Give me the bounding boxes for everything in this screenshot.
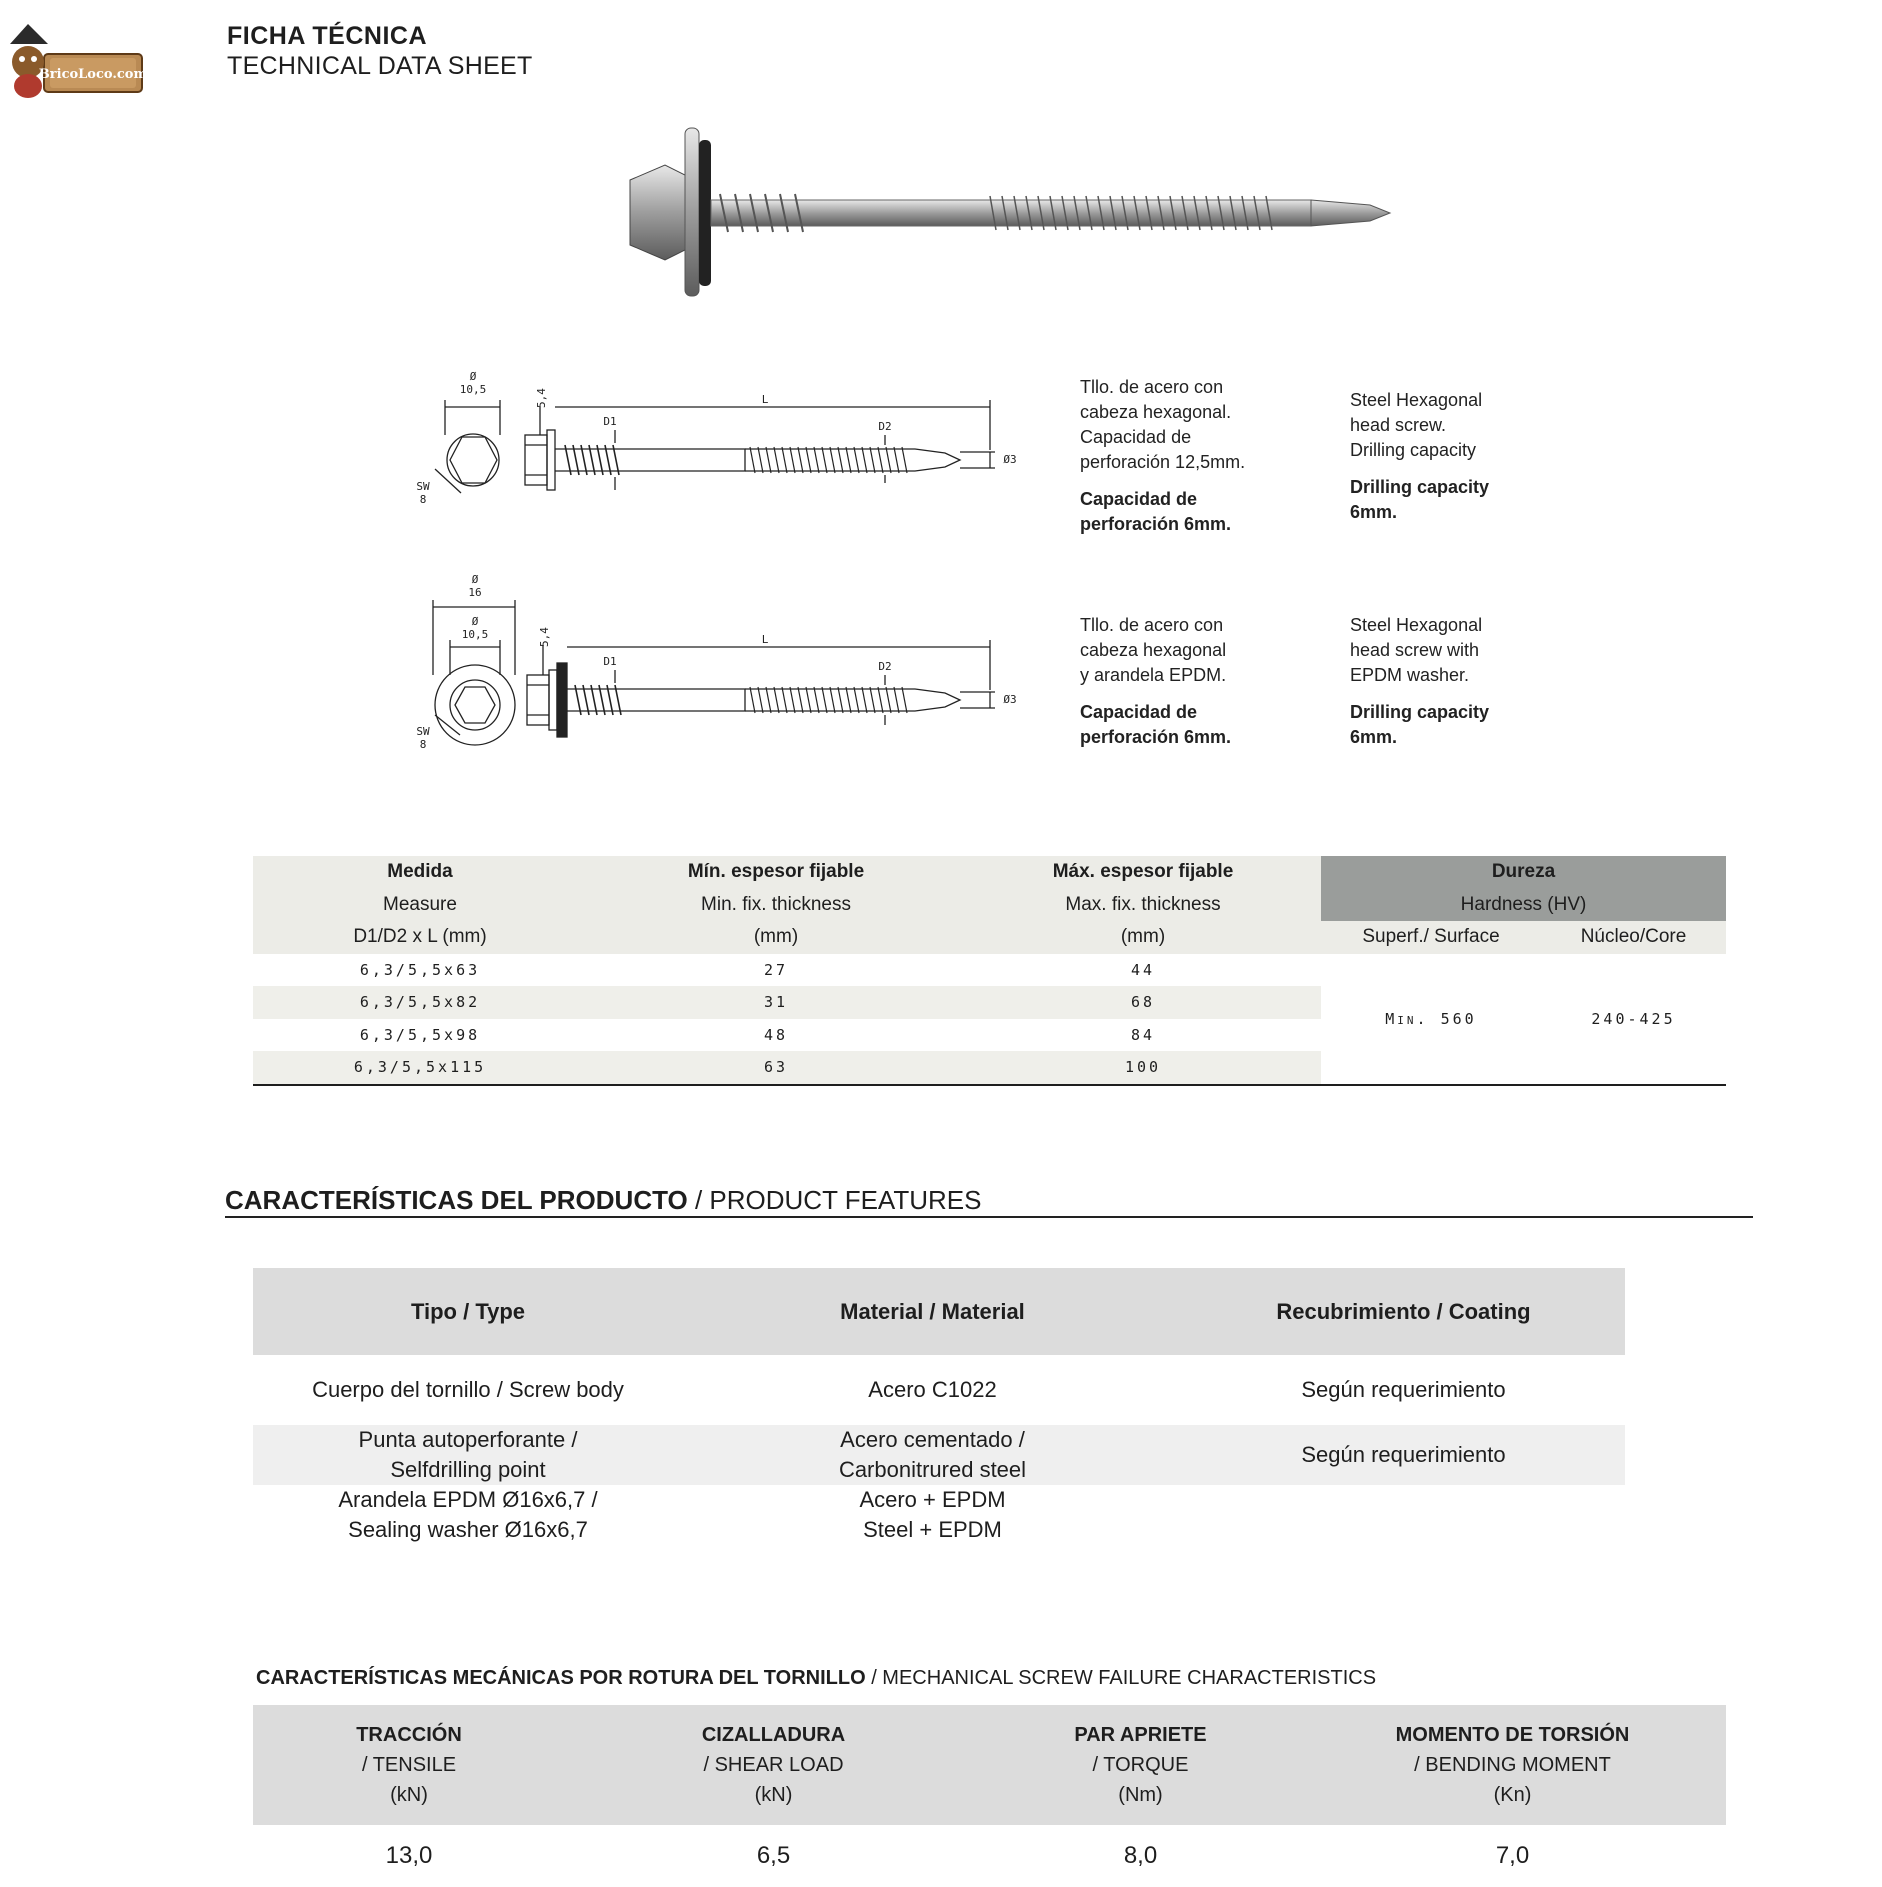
dim-head-diameter: 10,5 xyxy=(461,628,489,641)
dim-d2: D2 xyxy=(878,420,892,433)
description-text: Tllo. de acero con cabeza hexagonal y arandela EPDM. xyxy=(1080,615,1227,685)
col-header-bending xyxy=(1299,1705,1726,1825)
drilling-capacity-label: Drilling capacity 6mm. xyxy=(1350,477,1490,522)
dim-head-symbol: Ø xyxy=(471,615,479,628)
max-thickness-cell: 44 xyxy=(965,954,1321,987)
col-header-surface: Superf./ Surface xyxy=(1321,921,1541,954)
table-row xyxy=(253,1825,1726,1887)
dim-sw: SW xyxy=(416,480,430,493)
features-title-bold: CARACTERÍSTICAS DEL PRODUCTO xyxy=(225,1185,688,1215)
description-text: Steel Hexagonal head screw with EPDM washer. xyxy=(1350,615,1483,685)
dim-length: L xyxy=(761,393,769,406)
col-header-max-thickness: Máx. espesor fijable xyxy=(965,856,1321,889)
col-header-core: Núcleo/Core xyxy=(1541,921,1726,954)
table-row xyxy=(253,1355,1625,1425)
col-header-tensile xyxy=(253,1705,565,1825)
col-subheader-min-thickness: Min. fix. thickness xyxy=(587,889,965,922)
screw-photo xyxy=(610,120,1400,300)
coating-cell: Según requerimiento xyxy=(1182,1425,1625,1485)
dim-head-height: 5,4 xyxy=(535,388,548,408)
dim-d1: D1 xyxy=(603,415,617,428)
material-cell: Acero + EPDM Steel + EPDM xyxy=(859,1487,1006,1542)
header-bold: PAR APRIETE xyxy=(1074,1724,1207,1746)
dim-head-diameter: 10,5 xyxy=(459,383,487,396)
features-table xyxy=(253,1268,1625,1545)
min-thickness-cell: 31 xyxy=(587,986,965,1019)
dim-head-height: 5,4 xyxy=(538,627,551,647)
material-cell: Acero C1022 xyxy=(868,1377,997,1402)
header-bold: MOMENTO DE TORSIÓN xyxy=(1395,1724,1630,1746)
table-row xyxy=(253,1485,1625,1545)
header-bold: TRACCIÓN xyxy=(356,1724,462,1746)
shear-value: 6,5 xyxy=(756,1842,791,1869)
dim-sw-value: 8 xyxy=(419,493,427,506)
description-2-en xyxy=(1350,588,1580,775)
brand-logo xyxy=(6,14,146,104)
col-header-min-thickness: Mín. espesor fijable xyxy=(587,856,965,889)
mechanical-table xyxy=(253,1705,1726,1887)
header-unit: (Kn) xyxy=(1493,1784,1532,1806)
dim-washer-symbol: Ø xyxy=(471,575,479,586)
header-sub: / TENSILE xyxy=(361,1754,457,1776)
torque-value: 8,0 xyxy=(1123,1842,1158,1869)
type-cell: Arandela EPDM Ø16x6,7 / Sealing washer Ø16x6,7 xyxy=(338,1487,598,1542)
dim-sw-value: 8 xyxy=(419,738,427,751)
header-sub: / SHEAR LOAD xyxy=(703,1754,844,1776)
max-thickness-cell: 84 xyxy=(965,1019,1321,1052)
min-thickness-cell: 27 xyxy=(587,954,965,987)
type-cell: Punta autoperforante / Selfdrilling point xyxy=(253,1425,683,1485)
min-thickness-cell: 63 xyxy=(587,1051,965,1085)
col-header-type: Tipo / Type xyxy=(253,1268,683,1355)
max-thickness-cell: 68 xyxy=(965,986,1321,1019)
col-subheader-hardness: Hardness (HV) xyxy=(1321,889,1726,922)
dimensions-table xyxy=(253,856,1726,1086)
header-unit: (Nm) xyxy=(1118,1784,1163,1806)
measure-cell: 6,3/5,5x115 xyxy=(253,1051,587,1085)
dim-head-symbol: Ø xyxy=(469,370,477,383)
unit-measure: D1/D2 x L (mm) xyxy=(253,921,587,954)
measure-cell: 6,3/5,5x82 xyxy=(253,986,587,1019)
mechanical-title-bold: CARACTERÍSTICAS MECÁNICAS POR ROTURA DEL TORNILLO xyxy=(256,1667,866,1689)
description-text: Tllo. de acero con cabeza hexagonal. Capacidad de perforación 12,5mm. xyxy=(1080,377,1246,472)
header-sub: / TORQUE xyxy=(1092,1754,1189,1776)
unit-max-thickness: (mm) xyxy=(965,921,1321,954)
header-sub: / BENDING MOMENT xyxy=(1414,1754,1611,1776)
description-text: Steel Hexagonal head screw. Drilling capacity xyxy=(1350,390,1483,460)
col-header-material: Material / Material xyxy=(683,1268,1182,1355)
logo-text: BricoLoco.com xyxy=(38,67,146,82)
material-cell: Acero cementado / Carbonitrured steel xyxy=(683,1425,1182,1485)
dim-length: L xyxy=(761,633,769,646)
coating-cell xyxy=(1182,1485,1625,1545)
mechanical-section-title xyxy=(256,1667,1376,1690)
tensile-value: 13,0 xyxy=(385,1842,433,1869)
features-section-title xyxy=(225,1185,981,1216)
max-thickness-cell: 100 xyxy=(965,1051,1321,1085)
description-2-es xyxy=(1080,588,1330,775)
dim-sw: SW xyxy=(416,725,430,738)
type-cell: Cuerpo del tornillo / Screw body xyxy=(312,1377,624,1402)
table-row xyxy=(253,954,1726,987)
section-divider xyxy=(225,1216,1753,1218)
col-header-torque xyxy=(982,1705,1299,1825)
col-subheader-max-thickness: Max. fix. thickness xyxy=(965,889,1321,922)
page-subtitle: TECHNICAL DATA SHEET xyxy=(227,52,533,80)
dim-tip: Ø3 xyxy=(1003,453,1017,466)
dim-d2: D2 xyxy=(878,660,892,673)
features-title-rest: / PRODUCT FEATURES xyxy=(687,1185,982,1215)
technical-drawing-2 xyxy=(405,575,1055,760)
description-1-es xyxy=(1080,350,1330,562)
dim-washer-diameter: 16 xyxy=(468,586,482,599)
drilling-capacity-label: Capacidad de perforación 6mm. xyxy=(1080,489,1232,534)
hardness-core-value: 240-425 xyxy=(1541,954,1726,1085)
description-1-en xyxy=(1350,363,1580,550)
table-row xyxy=(253,1425,1625,1485)
unit-min-thickness: (mm) xyxy=(587,921,965,954)
header-unit: (kN) xyxy=(390,1784,428,1806)
col-subheader-measure: Measure xyxy=(253,889,587,922)
mechanical-title-rest: / MECHANICAL SCREW FAILURE CHARACTERISTICS xyxy=(865,1667,1377,1689)
drilling-capacity-label: Capacidad de perforación 6mm. xyxy=(1080,702,1232,747)
col-header-shear xyxy=(565,1705,982,1825)
hardness-surface-value: Min. 560 xyxy=(1321,954,1541,1085)
header-bold: CIZALLADURA xyxy=(701,1724,846,1746)
dim-tip: Ø3 xyxy=(1003,693,1017,706)
col-header-coating: Recubrimiento / Coating xyxy=(1182,1268,1625,1355)
drilling-capacity-label: Drilling capacity 6mm. xyxy=(1350,702,1490,747)
technical-drawing-1 xyxy=(405,365,1055,520)
col-header-hardness: Dureza xyxy=(1321,856,1726,889)
header-unit: (kN) xyxy=(754,1784,793,1806)
dim-d1: D1 xyxy=(603,655,617,668)
page-title: FICHA TÉCNICA xyxy=(227,22,428,50)
bending-value: 7,0 xyxy=(1495,1842,1530,1869)
coating-cell: Según requerimiento xyxy=(1301,1377,1506,1402)
col-header-measure: Medida xyxy=(253,856,587,889)
min-thickness-cell: 48 xyxy=(587,1019,965,1052)
measure-cell: 6,3/5,5x63 xyxy=(253,954,587,987)
measure-cell: 6,3/5,5x98 xyxy=(253,1019,587,1052)
